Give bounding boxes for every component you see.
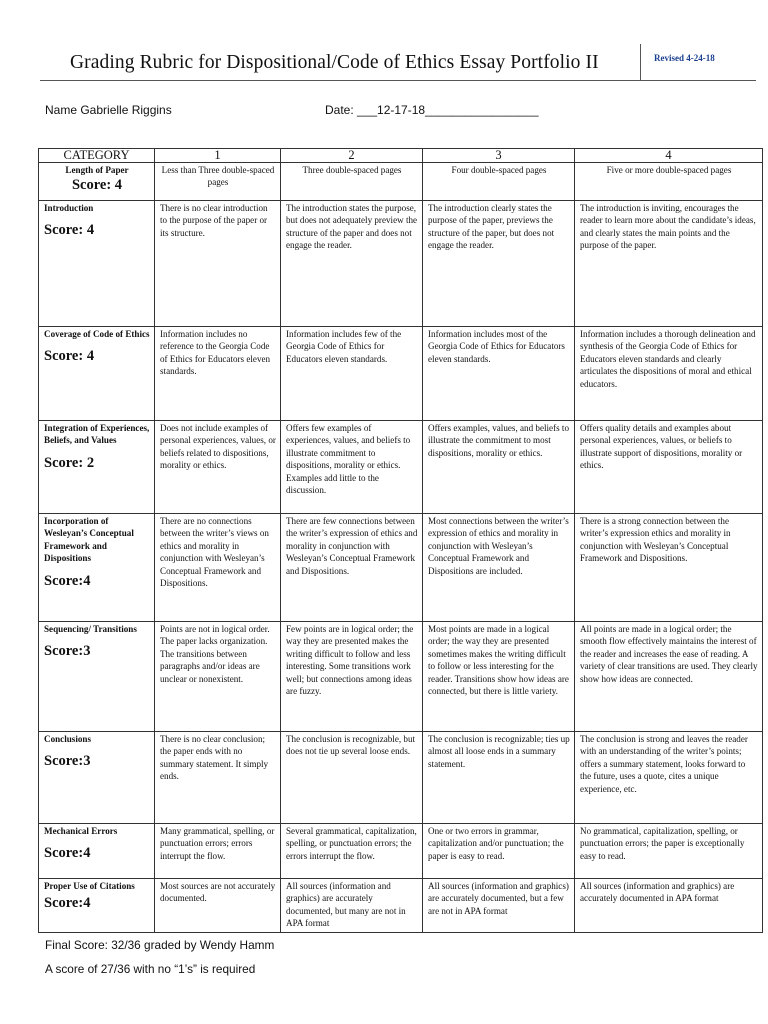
table-row xyxy=(39,421,763,514)
criteria-cell: All sources (information and graphics) are accurately documented in APA format xyxy=(575,879,763,933)
category-cell xyxy=(39,421,155,514)
criteria-cell: Less than Three double-spaced pages xyxy=(155,163,281,201)
criteria-cell: Information includes few of the Georgia Code of Ethics for Educators eleven standards. xyxy=(281,327,423,421)
criteria-cell: The introduction is inviting, encourages the reader to learn more about the candidate’s ideas, and clearly states the main points and the purpose of the paper. xyxy=(575,201,763,327)
category-name: Introduction xyxy=(44,203,94,213)
table-row xyxy=(39,514,763,622)
criteria-cell: Information includes a thorough delineation and synthesis of the Georgia Code of Ethics for Educators eleven standards and clearly articulates the dispositions of moral and ethical educators. xyxy=(575,327,763,421)
header-level-3: 3 xyxy=(423,149,575,163)
category-name: Incorporation of Wesleyan’s Conceptual Framework and Dispositions xyxy=(44,516,134,564)
criteria-cell: Most points are made in a logical order; the way they are presented sometimes makes the writing difficult to follow or less interesting for the reader. Transitions show how ideas are connected, but there is little variety. xyxy=(423,622,575,732)
table-row xyxy=(39,163,763,201)
category-score: Score:4 xyxy=(44,895,91,912)
criteria-cell: Offers few examples of experiences, values, and beliefs to illustrate commitment to dispositions, morality or ethics. Examples add little to the discussion. xyxy=(281,421,423,514)
category-score: Score: 4 xyxy=(44,222,95,239)
category-score: Score:4 xyxy=(44,572,91,589)
header-category: CATEGORY xyxy=(39,149,155,163)
table-row xyxy=(39,201,763,327)
category-cell xyxy=(39,514,155,622)
header-level-4: 4 xyxy=(575,149,763,163)
category-score: Score: 4 xyxy=(44,348,95,365)
criteria-cell: All sources (information and graphics) are accurately documented, but many are not in APA format xyxy=(281,879,423,933)
criteria-cell: The conclusion is recognizable; ties up almost all loose ends in a summary statement. xyxy=(423,732,575,824)
category-name: Sequencing/ Transitions xyxy=(44,624,137,634)
criteria-cell: The introduction clearly states the purpose of the paper, previews the structure of the paper, but does not engage the reader. xyxy=(423,201,575,327)
category-name: Proper Use of Citations xyxy=(44,881,135,891)
criteria-cell: Most connections between the writer’s expression of ethics and morality in conjunction with Wesleyan’s Conceptual Framework and Dispositions are included. xyxy=(423,514,575,622)
revised-date: Revised 4-24-18 xyxy=(654,53,715,63)
category-cell xyxy=(39,201,155,327)
category-cell xyxy=(39,327,155,421)
criteria-cell: There is no clear introduction to the purpose of the paper or its structure. xyxy=(155,201,281,327)
category-name: Conclusions xyxy=(44,734,92,744)
criteria-cell: There is no clear conclusion; the paper ends with no summary statement. It simply ends. xyxy=(155,732,281,824)
criteria-cell: Five or more double-spaced pages xyxy=(575,163,763,201)
score-requirement: A score of 27/36 with no “1’s” is required xyxy=(45,962,256,976)
document-title: Grading Rubric for Dispositional/Code of Ethics Essay Portfolio II xyxy=(70,52,599,73)
criteria-cell: All sources (information and graphics) are accurately documented, but a few are not in APA format xyxy=(423,879,575,933)
header-divider xyxy=(40,80,756,81)
category-score: Score:3 xyxy=(44,753,91,770)
criteria-cell: Three double-spaced pages xyxy=(281,163,423,201)
table-row xyxy=(39,824,763,879)
submission-date: Date: ___12-17-18_________________ xyxy=(325,103,539,117)
criteria-cell: Few points are in logical order; the way they are presented makes the writing difficult to follow and less interesting. Some transitions work well; but connections among ideas are fuzzy. xyxy=(281,622,423,732)
criteria-cell: Several grammatical, capitalization, spelling, or punctuation errors; the errors interrupt the flow. xyxy=(281,824,423,879)
criteria-cell: There is a strong connection between the writer’s expression ethics and morality in conjunction with Wesleyan’s Conceptual Framework and Dispositions. xyxy=(575,514,763,622)
category-name: Length of Paper xyxy=(65,165,129,175)
category-cell xyxy=(39,732,155,824)
criteria-cell: The conclusion is strong and leaves the reader with an understanding of the writer’s points; offers a summary statement, looks forward to the future, uses a quote, cites a unique experience, etc. xyxy=(575,732,763,824)
table-row xyxy=(39,622,763,732)
criteria-cell: The introduction states the purpose, but does not adequately preview the structure of the paper and does not engage the reader. xyxy=(281,201,423,327)
header-level-1: 1 xyxy=(155,149,281,163)
criteria-cell: One or two errors in grammar, capitalization and/or punctuation; the paper is easy to read. xyxy=(423,824,575,879)
criteria-cell: Points are not in logical order. The paper lacks organization. The transitions between paragraphs and/or ideas are unclear or nonexistent. xyxy=(155,622,281,732)
criteria-cell: Does not include examples of personal experiences, values, or beliefs related to dispositions, morality or ethics. xyxy=(155,421,281,514)
rubric-header-row xyxy=(39,149,763,163)
criteria-cell: There are few connections between the writer’s expression of ethics and morality in conjunction with Wesleyan’s Conceptual Framework and Dispositions. xyxy=(281,514,423,622)
criteria-cell: Offers examples, values, and beliefs to illustrate the commitment to most dispositions, morality or ethics. xyxy=(423,421,575,514)
category-score: Score: 2 xyxy=(44,454,95,471)
category-name: Integration of Experiences, Beliefs, and Values xyxy=(44,423,150,446)
criteria-cell: Many grammatical, spelling, or punctuation errors; errors interrupt the flow. xyxy=(155,824,281,879)
header-level-2: 2 xyxy=(281,149,423,163)
criteria-cell: Most sources are not accurately documented. xyxy=(155,879,281,933)
criteria-cell: Information includes no reference to the Georgia Code of Ethics for Educators eleven standards. xyxy=(155,327,281,421)
final-score: Final Score: 32/36 graded by Wendy Hamm xyxy=(45,938,275,952)
header-divider-vertical xyxy=(640,44,641,80)
category-cell xyxy=(39,879,155,933)
category-name: Mechanical Errors xyxy=(44,826,118,836)
criteria-cell: The conclusion is recognizable, but does not tie up several loose ends. xyxy=(281,732,423,824)
category-name: Coverage of Code of Ethics xyxy=(44,329,150,339)
category-cell xyxy=(39,824,155,879)
category-score: Score:3 xyxy=(44,643,91,660)
category-cell xyxy=(39,163,155,201)
criteria-cell: There are no connections between the writer’s views on ethics and morality in conjunction with Wesleyan’s Conceptual Framework and Dispositions. xyxy=(155,514,281,622)
category-score: Score: 4 xyxy=(71,177,123,194)
criteria-cell: Four double-spaced pages xyxy=(423,163,575,201)
category-score: Score:4 xyxy=(44,845,91,862)
table-row xyxy=(39,732,763,824)
criteria-cell: Offers quality details and examples about personal experiences, values, or beliefs to illustrate support of dispositions, morality or ethics. xyxy=(575,421,763,514)
criteria-cell: All points are made in a logical order; the smooth flow effectively maintains the interest of the reader and increases the ease of reading. A variety of clear transitions are used. They clearly show how ideas are connected. xyxy=(575,622,763,732)
table-row xyxy=(39,879,763,933)
table-row xyxy=(39,327,763,421)
category-cell xyxy=(39,622,155,732)
criteria-cell: No grammatical, capitalization, spelling, or punctuation errors; the paper is exceptionally easy to read. xyxy=(575,824,763,879)
rubric-table xyxy=(38,148,763,933)
student-name: Name Gabrielle Riggins xyxy=(45,103,172,117)
criteria-cell: Information includes most of the Georgia Code of Ethics for Educators eleven standards. xyxy=(423,327,575,421)
